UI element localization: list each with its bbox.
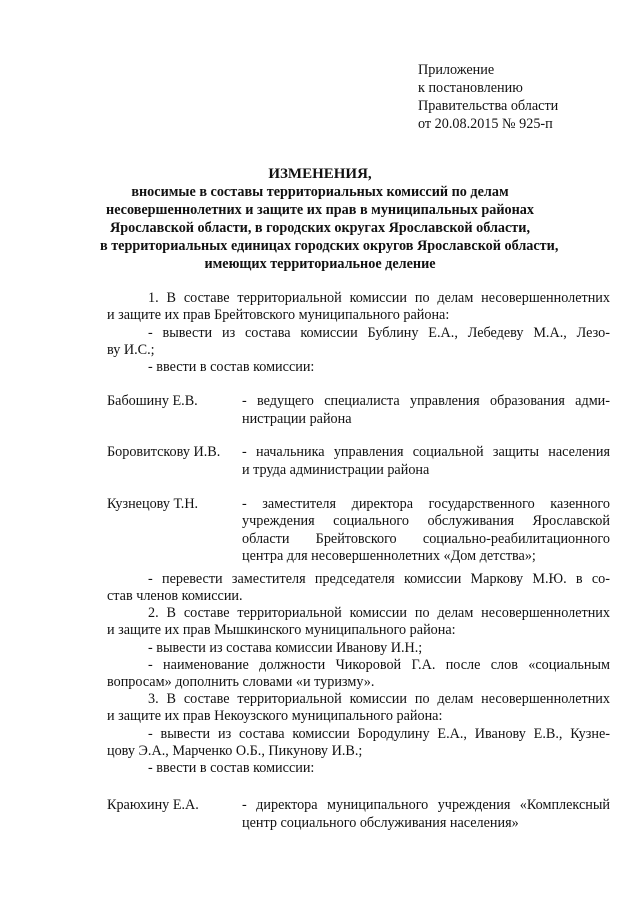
- paragraph-line: вопросам» дополнить словами «и туризму».: [107, 674, 375, 690]
- paragraph-line: - ввести в состав комиссии:: [148, 359, 315, 375]
- paragraph-line: - перевести заместителя председателя комиссии Маркову М.Ю. в со-: [148, 571, 610, 587]
- paragraph-line: - вывести из состава комиссии Бублину Е.А., Лебедеву М.А., Лезо-: [148, 325, 610, 341]
- title-line: Ярославской области, в городских округах Ярославской области,: [110, 220, 530, 236]
- member-name: Краюхину Е.А.: [107, 797, 199, 813]
- member-position: центра для несовершеннолетних «Дом детства»;: [242, 548, 536, 564]
- title-heading: ИЗМЕНЕНИЯ,: [268, 166, 372, 182]
- paragraph-line: ву И.С.;: [107, 342, 155, 358]
- title-line: несовершеннолетних и защите их прав в муниципальных районах: [106, 202, 534, 218]
- paragraph-line: и защите их прав Мышкинского муниципального района:: [107, 622, 456, 638]
- member-position: - директора муниципального учреждения «Комплексный: [242, 797, 610, 813]
- member-position: области Брейтовского социально-реабилитационного: [242, 531, 610, 547]
- paragraph-line: и защите их прав Брейтовского муниципального района:: [107, 307, 450, 323]
- paragraph-line: - вывести из состава комиссии Бородулину Е.А., Иванову Е.В., Кузне-: [148, 726, 610, 742]
- paragraph-line: и защите их прав Некоузского муниципального района:: [107, 708, 443, 724]
- paragraph-line: - вывести из состава комиссии Иванову И.Н.;: [148, 640, 423, 656]
- paragraph-line: - наименование должности Чикоровой Г.А. после слов «социальным: [148, 657, 610, 673]
- member-position: нистрации района: [242, 411, 352, 427]
- appendix-line: от 20.08.2015 № 925-п: [418, 116, 553, 132]
- paragraph-line: - ввести в состав комиссии:: [148, 760, 315, 776]
- paragraph-line: 2. В составе территориальной комиссии по делам несовершеннолетних: [148, 605, 610, 621]
- title-line: вносимые в составы территориальных комиссий по делам: [131, 184, 509, 200]
- paragraph-line: 3. В составе территориальной комиссии по делам несовершеннолетних: [148, 691, 610, 707]
- appendix-line: к постановлению: [418, 80, 523, 96]
- appendix-line: Правительства области: [418, 98, 559, 114]
- title-line: в территориальных единицах городских округов Ярославской области,: [100, 238, 559, 254]
- member-position: - ведущего специалиста управления образования адми-: [242, 393, 610, 409]
- paragraph-line: цову Э.А., Марченко О.Б., Пикунову И.В.;: [107, 743, 363, 759]
- paragraph-line: став членов комиссии.: [107, 588, 243, 604]
- member-name: Бабошину Е.В.: [107, 393, 198, 409]
- member-position: - начальника управления социальной защиты населения: [242, 444, 610, 460]
- member-name: Кузнецову Т.Н.: [107, 496, 199, 512]
- member-name: Боровитскову И.В.: [107, 444, 221, 460]
- member-position: учреждения социального обслуживания Ярославской: [242, 513, 610, 529]
- member-position: - заместителя директора государственного казенного: [242, 496, 610, 512]
- title-line: имеющих территориальное деление: [204, 256, 436, 272]
- member-position: центр социального обслуживания населения»: [242, 815, 519, 831]
- member-position: и труда администрации района: [242, 462, 430, 478]
- paragraph-line: 1. В составе территориальной комиссии по делам несовершеннолетних: [148, 290, 610, 306]
- appendix-line: Приложение: [418, 62, 495, 78]
